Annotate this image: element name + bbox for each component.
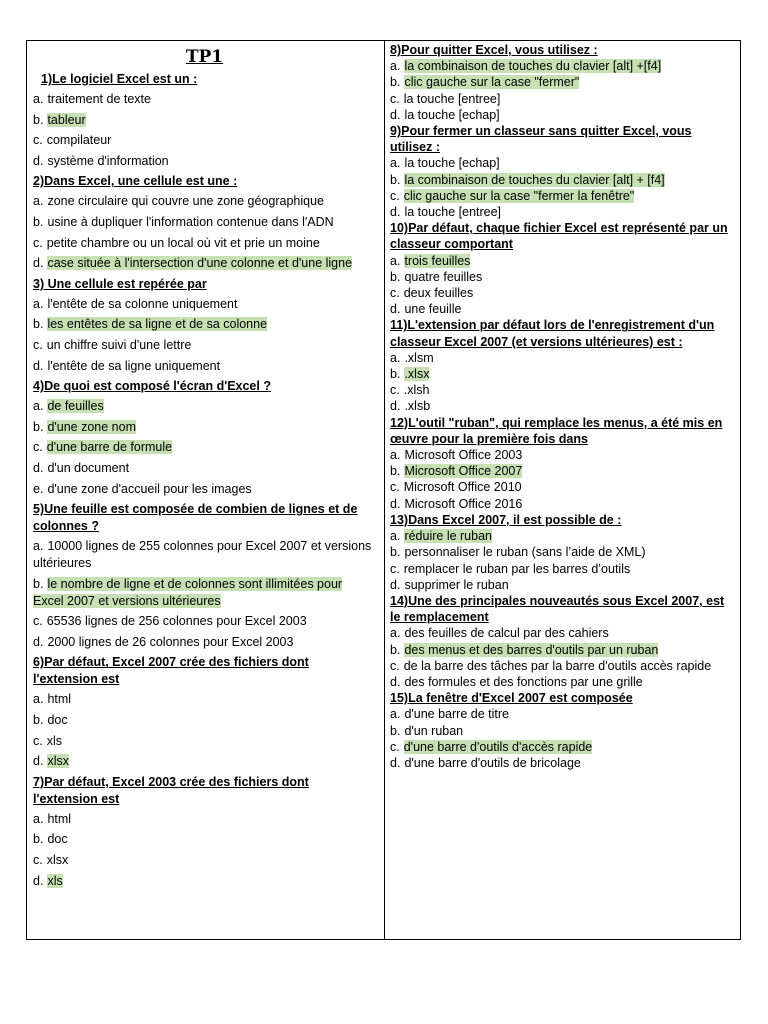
correct-answer-text: clic gauche sur la case "fermer" <box>404 75 580 90</box>
answer-option <box>390 577 732 593</box>
option-letter: a. <box>33 194 44 209</box>
left-column <box>27 41 385 939</box>
option-letter: c. <box>390 91 400 106</box>
option-text: html <box>47 692 72 707</box>
answer-option <box>390 172 732 188</box>
option-text: Microsoft Office 2003 <box>404 448 523 463</box>
answer-option <box>390 739 732 755</box>
option-letter: b. <box>33 713 44 728</box>
answer-option <box>390 269 732 285</box>
option-text: la touche [entree] <box>404 205 502 220</box>
answer-option <box>33 831 376 848</box>
answer-option <box>390 642 732 658</box>
answer-option <box>390 350 732 366</box>
correct-answer-text: .xlsx <box>404 367 430 382</box>
correct-answer-text: la combinaison de touches du clavier [alt] + [f4] <box>404 172 665 187</box>
option-text: d'un document <box>47 460 130 475</box>
option-letter: a. <box>390 350 401 365</box>
option-text: la touche [echap] <box>404 156 500 171</box>
option-text: d'une barre d'outils de bricolage <box>404 755 581 770</box>
option-text: quatre feuilles <box>404 269 483 284</box>
option-letter: d. <box>33 873 44 888</box>
option-letter: d. <box>390 496 401 511</box>
option-letter: a. <box>33 399 44 414</box>
option-text: compilateur <box>46 133 112 148</box>
option-letter: b. <box>390 642 401 657</box>
option-letter: a. <box>33 92 44 106</box>
option-text: de la barre des tâches par la barre d'outils accès rapide <box>403 658 712 673</box>
answer-option <box>390 155 732 171</box>
answer-option <box>33 481 376 498</box>
answer-option <box>33 358 376 375</box>
option-text: une feuille <box>404 302 462 317</box>
question-heading: 12)L'outil "ruban", qui remplace les menus, a été mis en œuvre pour la première fois dans <box>390 415 723 446</box>
option-letter: c. <box>390 480 400 495</box>
answer-option <box>390 544 732 560</box>
correct-answer-text: d'une zone nom <box>47 419 136 434</box>
option-letter: d. <box>390 107 401 122</box>
correct-answer-text: d'une barre de formule <box>46 440 173 455</box>
answer-option <box>33 255 376 272</box>
answer-option <box>390 107 732 123</box>
answer-option <box>390 398 732 414</box>
option-letter: c. <box>390 383 400 398</box>
answer-option <box>390 58 732 74</box>
answer-option <box>33 538 376 572</box>
correct-answer-text: trois feuilles <box>404 253 471 268</box>
option-letter: a. <box>390 626 401 641</box>
answer-option <box>390 447 732 463</box>
option-letter: b. <box>33 214 44 229</box>
answer-option <box>390 382 732 398</box>
answer-option <box>390 528 732 544</box>
correct-answer-text: réduire le ruban <box>404 529 492 544</box>
option-text: .xlsm <box>404 350 434 365</box>
option-text: d'un ruban <box>404 723 464 738</box>
answer-option <box>33 214 376 231</box>
answer-option <box>33 811 376 828</box>
option-text: doc <box>47 832 68 847</box>
option-text: zone circulaire qui couvre une zone géographique <box>47 194 325 209</box>
option-text: l'entête de sa colonne uniquement <box>47 296 238 311</box>
option-letter: d. <box>390 399 401 414</box>
question-heading: 4)De quoi est composé l'écran d'Excel ? <box>33 379 271 394</box>
question-heading: 14)Une des principales nouveautés sous Excel 2007, est le remplacement <box>390 593 725 625</box>
question-heading: 7)Par défaut, Excel 2003 crée des fichiers dont l'extension est <box>33 774 309 806</box>
option-letter: d. <box>33 460 44 475</box>
answer-option <box>390 479 732 495</box>
option-letter: b. <box>33 317 44 332</box>
option-letter: c. <box>33 733 43 748</box>
option-letter: a. <box>390 253 401 268</box>
option-text: 2000 lignes de 26 colonnes pour Excel 2003 <box>47 634 294 649</box>
option-letter: a. <box>390 529 401 544</box>
option-letter: a. <box>390 707 401 722</box>
option-text: xlsx <box>46 853 69 868</box>
answer-option <box>390 561 732 577</box>
answer-option <box>390 723 732 739</box>
option-text: .xlsb <box>404 399 431 414</box>
question-heading: 11)L'extension par défaut lors de l'enregistrement d'un classeur Excel 2007 (et versions ultérieures) est : <box>390 318 715 349</box>
answer-option <box>33 112 376 129</box>
question-heading: 15)La fenêtre d'Excel 2007 est composée <box>390 691 633 706</box>
option-letter: d. <box>390 674 401 689</box>
correct-answer-text: clic gauche sur la case "fermer la fenêtre" <box>403 188 635 203</box>
option-letter: a. <box>390 156 401 171</box>
question-heading: 3) Une cellule est repérée par <box>33 276 207 291</box>
answer-option <box>390 285 732 301</box>
option-text: la touche [echap] <box>404 107 500 122</box>
answer-option <box>33 753 376 770</box>
option-letter: b. <box>390 172 401 187</box>
correct-answer-text: des menus et des barres d'outils par un ruban <box>404 642 659 657</box>
option-letter: b. <box>390 545 401 560</box>
option-text: html <box>47 811 72 826</box>
answer-option <box>33 691 376 708</box>
question-heading: 10)Par défaut, chaque fichier Excel est représenté par un classeur comportant <box>390 221 728 252</box>
option-letter: c. <box>33 337 43 352</box>
answer-option <box>33 460 376 477</box>
option-text: l'entête de sa ligne uniquement <box>47 358 221 373</box>
answer-option <box>33 419 376 436</box>
option-text: usine à dupliquer l'information contenue dans l'ADN <box>47 214 334 229</box>
question-heading: 1)Le logiciel Excel est un : <box>41 72 198 86</box>
question-heading: 2)Dans Excel, une cellule est une : <box>33 174 238 189</box>
correct-answer-text: les entêtes de sa ligne et de sa colonne <box>47 317 268 332</box>
option-letter: b. <box>390 367 401 382</box>
option-letter: b. <box>33 419 44 434</box>
option-letter: b. <box>390 75 401 90</box>
answer-option <box>33 634 376 651</box>
answer-option <box>390 658 732 674</box>
option-text: Microsoft Office 2016 <box>404 496 523 511</box>
option-letter: c. <box>390 188 400 203</box>
question-heading: 5)Une feuille est composée de combien de lignes et de colonnes ? <box>33 502 358 534</box>
correct-answer-text: Microsoft Office 2007 <box>404 464 523 479</box>
answer-option <box>390 74 732 90</box>
answer-option <box>390 625 732 641</box>
option-letter: a. <box>390 59 401 74</box>
correct-answer-text: tableur <box>47 112 86 127</box>
option-letter: d. <box>390 302 401 317</box>
answer-option <box>390 253 732 269</box>
option-letter: b. <box>33 576 44 591</box>
correct-answer-text: xls <box>47 873 63 888</box>
answer-option <box>390 301 732 317</box>
answer-option <box>33 873 376 890</box>
option-text: 10000 lignes de 255 colonnes pour Excel 2007 et versions ultérieures <box>33 539 372 571</box>
option-text: d'une barre de titre <box>404 707 509 722</box>
option-text: petite chambre ou un local où vit et prie un moine <box>46 235 320 250</box>
option-letter: c. <box>33 614 43 629</box>
option-letter: d. <box>33 634 44 649</box>
option-letter: d. <box>390 755 401 770</box>
option-text: .xlsh <box>403 383 430 398</box>
option-text: des formules et des fonctions par une grille <box>404 674 643 689</box>
option-letter: c. <box>390 739 400 754</box>
option-letter: b. <box>390 723 401 738</box>
answer-option <box>33 398 376 415</box>
right-column <box>385 41 740 939</box>
correct-answer-text: le nombre de ligne et de colonnes sont illimitées pour Excel 2007 et versions ultérieures <box>33 576 343 608</box>
option-letter: c. <box>33 235 43 250</box>
option-letter: a. <box>33 539 44 554</box>
option-text: supprimer le ruban <box>404 577 509 592</box>
answer-option <box>33 733 376 750</box>
option-text: deux feuilles <box>403 286 474 301</box>
option-letter: c. <box>390 658 400 673</box>
option-letter: b. <box>33 112 44 127</box>
option-text: Microsoft Office 2010 <box>403 480 522 495</box>
page-title: TP1 <box>185 47 224 67</box>
option-letter: d. <box>33 358 44 373</box>
answer-option <box>33 439 376 456</box>
option-text: doc <box>47 713 68 728</box>
correct-answer-text: xlsx <box>47 754 69 769</box>
option-text: système d'information <box>47 153 169 168</box>
quiz-sheet <box>26 40 741 940</box>
answer-option <box>33 852 376 869</box>
answer-option <box>33 132 376 149</box>
option-letter: d. <box>33 256 44 271</box>
correct-answer-text: la combinaison de touches du clavier [alt] +[f4] <box>404 59 662 74</box>
option-letter: a. <box>33 296 44 311</box>
correct-answer-text: de feuilles <box>47 399 104 414</box>
option-text: d'une zone d'accueil pour les images <box>47 481 252 496</box>
question-heading: 8)Pour quitter Excel, vous utilisez : <box>390 43 598 57</box>
option-letter: a. <box>33 811 44 826</box>
option-letter: b. <box>390 269 401 284</box>
option-text: xls <box>46 733 63 748</box>
option-text: la touche [entree] <box>403 91 501 106</box>
answer-option <box>33 316 376 333</box>
answer-option <box>33 337 376 354</box>
option-text: des feuilles de calcul par des cahiers <box>404 626 609 641</box>
correct-answer-text: case située à l'intersection d'une colonne et d'une ligne <box>47 256 353 271</box>
answer-option <box>33 712 376 729</box>
answer-option <box>33 153 376 170</box>
option-letter: c. <box>33 853 43 868</box>
option-letter: e. <box>33 481 44 496</box>
answer-option <box>390 366 732 382</box>
answer-option <box>390 674 732 690</box>
option-text: traitement de texte <box>47 92 151 106</box>
answer-option <box>390 91 732 107</box>
answer-option <box>33 576 376 610</box>
answer-option <box>33 613 376 630</box>
option-text: personnaliser le ruban (sans l’aide de XML) <box>404 545 646 560</box>
option-letter: d. <box>390 577 401 592</box>
answer-option <box>33 235 376 252</box>
option-letter: c. <box>390 286 400 301</box>
correct-answer-text: d'une barre d'outils d'accès rapide <box>403 739 593 754</box>
option-letter: d. <box>390 205 401 220</box>
answer-option <box>33 91 376 108</box>
question-heading: 9)Pour fermer un classeur sans quitter Excel, vous utilisez : <box>390 124 692 155</box>
question-heading: 13)Dans Excel 2007, il est possible de : <box>390 512 622 527</box>
answer-option <box>390 463 732 479</box>
answer-option <box>390 706 732 722</box>
answer-option <box>33 296 376 313</box>
option-letter: c. <box>33 133 43 148</box>
option-letter: c. <box>33 440 43 455</box>
answer-option <box>390 204 732 220</box>
option-text: 65536 lignes de 256 colonnes pour Excel 2003 <box>46 614 307 629</box>
option-letter: d. <box>33 754 44 769</box>
option-letter: b. <box>33 832 44 847</box>
option-text: un chiffre suivi d'une lettre <box>46 337 192 352</box>
option-letter: a. <box>33 692 44 707</box>
option-letter: c. <box>390 561 400 576</box>
option-letter: a. <box>390 448 401 463</box>
answer-option <box>390 755 732 771</box>
option-text: remplacer le ruban par les barres d’outils <box>403 561 631 576</box>
option-letter: b. <box>390 464 401 479</box>
answer-option <box>390 496 732 512</box>
option-letter: d. <box>33 153 44 168</box>
question-heading: 6)Par défaut, Excel 2007 crée des fichiers dont l'extension est <box>33 655 309 687</box>
answer-option <box>390 188 732 204</box>
answer-option <box>33 193 376 210</box>
